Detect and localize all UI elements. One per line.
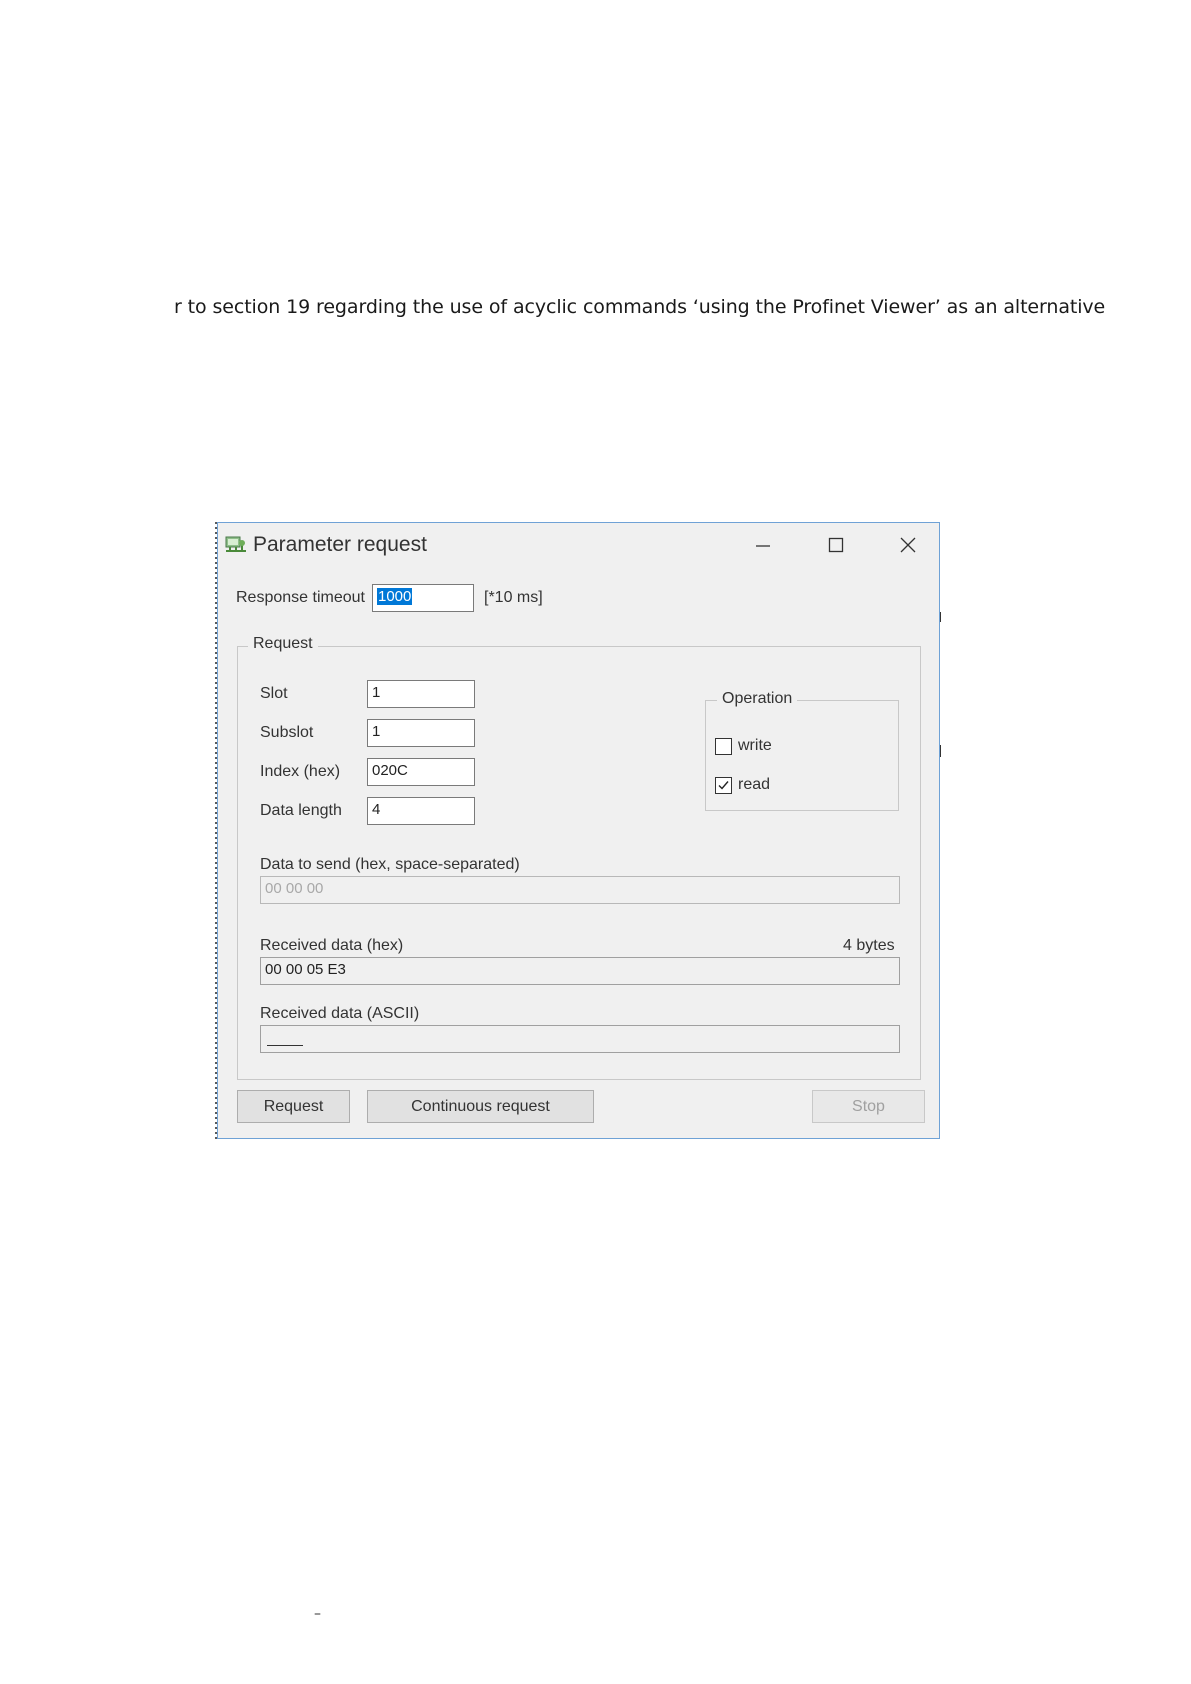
network-app-icon (224, 534, 248, 556)
read-checkbox[interactable] (715, 777, 732, 794)
subslot-label: Subslot (260, 724, 314, 741)
write-label: write (738, 737, 772, 754)
document-paragraph: r to section 19 regarding the use of acyclic commands ‘using the Profinet Viewer’ as an alternative (174, 296, 1106, 318)
stop-button[interactable]: Stop (812, 1090, 925, 1123)
slot-label: Slot (260, 685, 288, 702)
response-timeout-value: 1000 (378, 588, 412, 605)
subslot-input[interactable]: 1 (367, 719, 475, 747)
index-hex-label: Index (hex) (260, 763, 341, 780)
received-ascii-field[interactable] (260, 1025, 900, 1053)
title-bar[interactable] (218, 523, 939, 567)
data-to-send-label: Data to send (hex, space-separated) (260, 856, 520, 873)
response-timeout-label: Response timeout (236, 589, 365, 606)
parameter-request-dialog (217, 522, 940, 1139)
slot-input[interactable]: 1 (367, 680, 475, 708)
operation-group (705, 700, 899, 811)
ascii-placeholder-mark (267, 1045, 303, 1046)
data-length-label: Data length (260, 802, 342, 819)
received-byte-count: 4 bytes (843, 937, 895, 954)
minimize-icon (754, 536, 772, 554)
read-label: read (738, 776, 771, 793)
checkmark-icon (716, 778, 731, 793)
maximize-icon (827, 536, 845, 554)
request-group-title: Request (248, 635, 318, 653)
maximize-button[interactable] (812, 529, 860, 561)
close-button[interactable] (884, 529, 932, 561)
response-timeout-unit: [*10 ms] (484, 589, 543, 606)
request-button[interactable]: Request (237, 1090, 350, 1123)
received-ascii-label: Received data (ASCII) (260, 1005, 420, 1022)
data-to-send-input[interactable]: 00 00 00 (260, 876, 900, 904)
response-timeout-input[interactable] (372, 584, 474, 612)
continuous-request-button[interactable]: Continuous request (367, 1090, 594, 1123)
window-title: Parameter request (253, 533, 427, 556)
page-mark: – (314, 1606, 321, 1622)
data-length-input[interactable]: 4 (367, 797, 475, 825)
minimize-button[interactable] (739, 529, 787, 561)
received-hex-label: Received data (hex) (260, 937, 404, 954)
index-hex-input[interactable]: 020C (367, 758, 475, 786)
operation-group-title: Operation (717, 690, 797, 708)
received-hex-field[interactable]: 00 00 05 E3 (260, 957, 900, 985)
close-icon (899, 536, 917, 554)
write-checkbox[interactable] (715, 738, 732, 755)
